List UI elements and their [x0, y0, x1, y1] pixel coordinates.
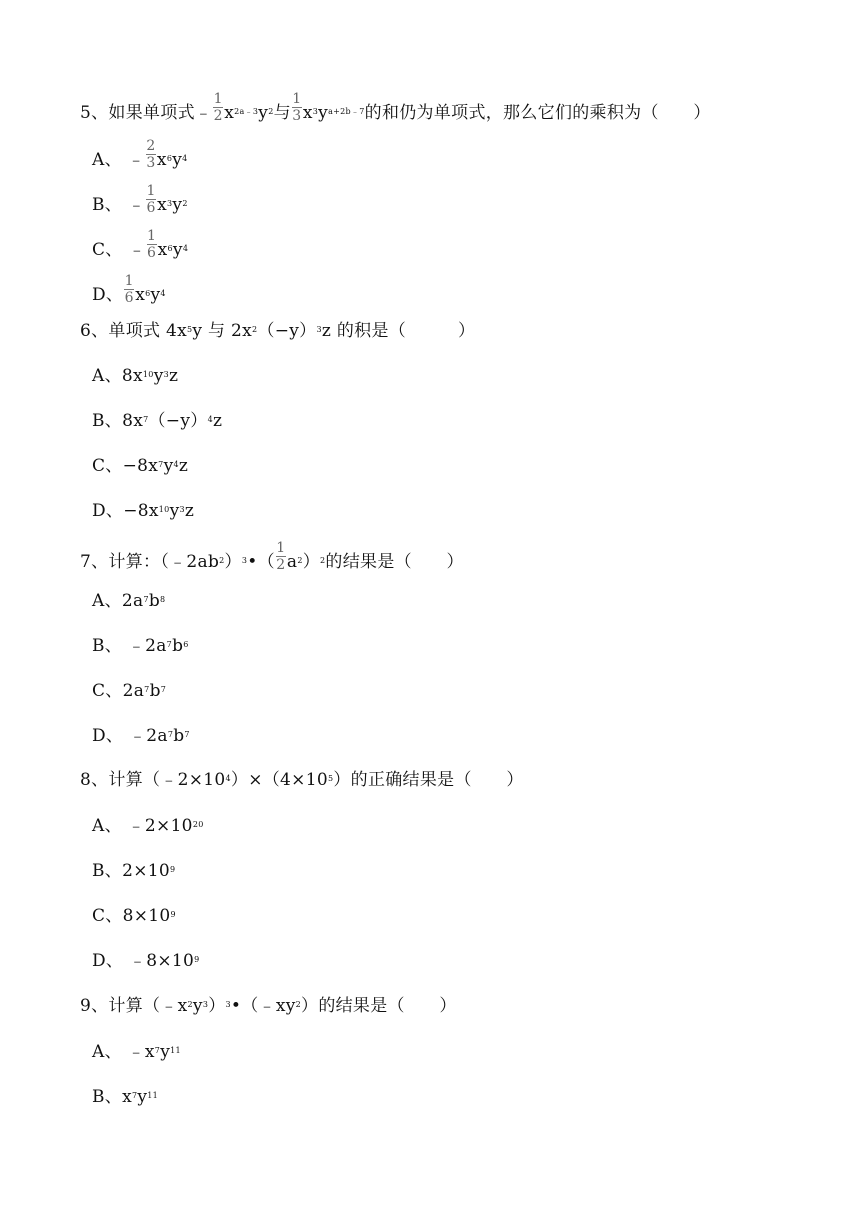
fraction: $\frac{1}{2}$	[213, 91, 223, 124]
option-label: D、	[92, 501, 124, 521]
fraction: $\frac{1}{2}$	[276, 540, 286, 573]
option-label: B、	[92, 861, 123, 881]
option-8a: A、 $﹣2\times 10^{20}$	[92, 816, 204, 836]
question-number: 9、	[80, 996, 109, 1016]
option-label: B、	[92, 636, 123, 656]
option-label: A、	[92, 591, 122, 611]
question-number: 5、	[80, 103, 109, 123]
option-7c: C、$2a^7b^7$	[92, 681, 167, 701]
option-label: A、	[92, 1042, 122, 1062]
fraction: $\frac{1}{3}$	[292, 91, 302, 124]
option-6a: A、$8x^{10}y^3z$	[92, 366, 179, 386]
option-8b: B、$2\times 10^9$	[92, 861, 176, 881]
option-7b: B、 $﹣2a^7b^6$	[92, 636, 189, 656]
question-number: 7、	[80, 552, 109, 572]
fraction: $\frac{1}{6}$	[146, 183, 156, 216]
question-number: 6、	[80, 321, 109, 341]
option-8c: C、$8\times 10^9$	[92, 906, 176, 926]
option-label: D、	[92, 726, 124, 746]
question-9: 9、计算$(﹣x^2y^3)^3•(﹣xy^2)$的结果是（ ）	[80, 996, 457, 1016]
exponent: 2	[268, 107, 274, 116]
option-label: C、	[92, 456, 123, 476]
question-text: 的和仍为单项式，那么它们的乘积为（ ）	[364, 103, 711, 123]
option-9b: B、$x^7y^{11}$	[92, 1087, 159, 1107]
question-text: 如果单项式﹣	[108, 103, 213, 123]
option-5b: B、 ﹣ $\frac{1}{6}$ $x^3y^2$	[92, 183, 188, 216]
question-7: 7、计算：$(﹣2ab^2)^3•$（ $\frac{1}{2}$ $a^2)^2$的结果是（ ）	[80, 540, 464, 573]
question-8: 8、计算$(﹣2\times 10^4)\times(4\times 10^5)$的正确结果是（ ）	[80, 770, 524, 790]
question-5: 5、如果单项式﹣ $\frac{1}{2}$ $x^{2a﹣3}y^2$与 $\frac{1}{3}$ $x^3y^{a+2b﹣7}$的和仍为单项式，那么它们的乘积为（ ）	[80, 91, 711, 124]
option-7d: D、 $﹣2a^7b^7$	[92, 726, 190, 746]
option-6d: D、$-8x^{10}y^3z$	[92, 501, 195, 521]
option-label: D、	[92, 951, 124, 971]
question-6: 6、单项式 $4x^5y$ 与 $2x^2(-y)^3z$ 的积是（ ）	[80, 321, 476, 341]
fraction: $\frac{1}{6}$	[147, 228, 157, 261]
option-label: A、	[92, 816, 122, 836]
option-6c: C、$-8x^7y^4z$	[92, 456, 189, 476]
option-label: B、	[92, 411, 123, 431]
option-7a: A、$2a^7b^8$	[92, 591, 166, 611]
exponent: 3	[312, 107, 319, 116]
option-6b: B、$8x^7(-y)^4z$	[92, 411, 223, 431]
exponent: 2a﹣3	[234, 107, 259, 116]
exponent: a+2b﹣7	[328, 107, 365, 116]
question-text: 与	[273, 103, 291, 123]
option-9a: A、 $﹣x^7y^{11}$	[92, 1042, 181, 1062]
option-5a: A、 ﹣ $\frac{2}{3}$ $x^6y^4$	[92, 138, 188, 171]
option-8d: D、 $﹣8\times 10^9$	[92, 951, 200, 971]
option-label: C、	[92, 681, 123, 701]
question-number: 8、	[80, 770, 109, 790]
option-label: B、	[92, 195, 123, 215]
option-label: A、	[92, 366, 122, 386]
option-5c: C、 ﹣ $\frac{1}{6}$ $x^6y^4$	[92, 228, 189, 261]
fraction: $\frac{1}{6}$	[124, 273, 134, 306]
option-5d: D、 $\frac{1}{6}$ $x^6y^4$	[92, 273, 166, 306]
option-label: A、	[92, 150, 122, 170]
fraction: $\frac{2}{3}$	[146, 138, 156, 171]
option-label: D、	[92, 285, 124, 305]
option-label: C、	[92, 906, 123, 926]
option-label: C、	[92, 240, 123, 260]
option-label: B、	[92, 1087, 123, 1107]
